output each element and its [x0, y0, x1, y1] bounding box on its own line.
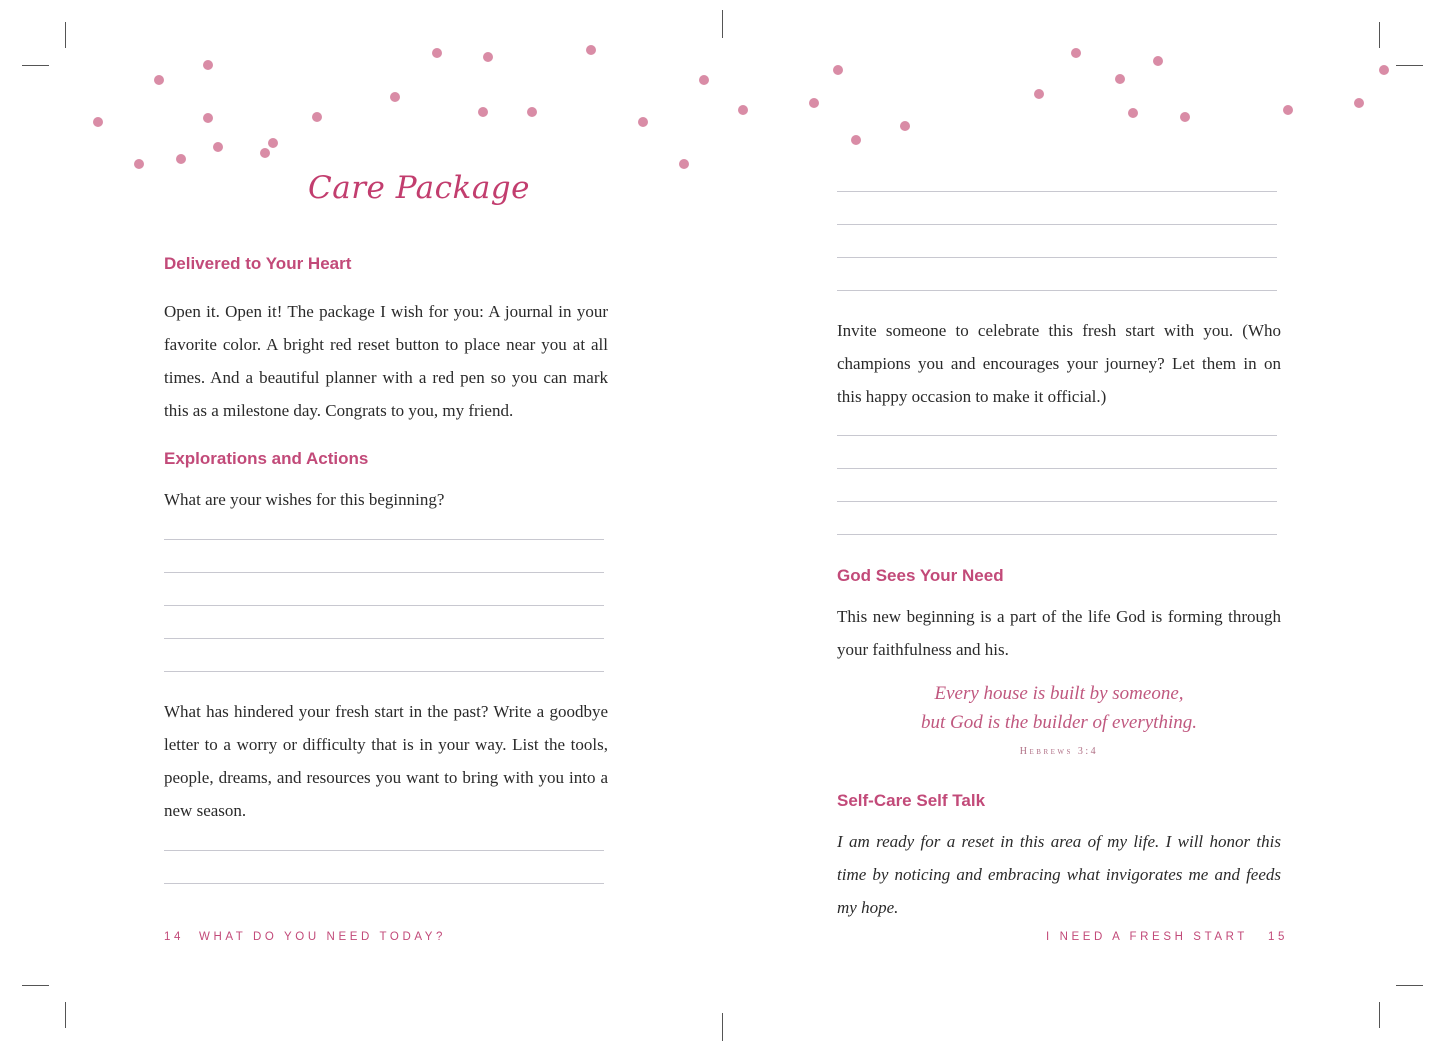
section-heading-god-sees: God Sees Your Need — [837, 566, 1004, 585]
writing-line[interactable] — [164, 883, 604, 884]
writing-line[interactable] — [837, 534, 1277, 535]
writing-line[interactable] — [837, 191, 1277, 192]
crop-mark — [722, 10, 723, 38]
section-heading-delivered: Delivered to Your Heart — [164, 254, 352, 273]
writing-line[interactable] — [164, 572, 604, 573]
confetti-dot — [154, 75, 164, 85]
confetti-dot — [1153, 56, 1163, 66]
confetti-dot — [1354, 98, 1364, 108]
confetti-dot — [203, 60, 213, 70]
confetti-dot — [1283, 105, 1293, 115]
writing-line[interactable] — [164, 850, 604, 851]
confetti-dot — [1128, 108, 1138, 118]
confetti-dot — [900, 121, 910, 131]
writing-line[interactable] — [837, 257, 1277, 258]
scripture-quote-line: but God is the builder of everything. — [921, 712, 1197, 733]
confetti-dot — [638, 117, 648, 127]
confetti-dot — [260, 148, 270, 158]
running-head: I NEED A FRESH START — [1046, 931, 1248, 943]
writing-line[interactable] — [837, 224, 1277, 225]
confetti-dot — [809, 98, 819, 108]
scripture-reference: Hebrews 3:4 — [1019, 746, 1099, 757]
confetti-dot — [699, 75, 709, 85]
crop-mark — [65, 1002, 66, 1028]
body-paragraph: Open it. Open it! The package I wish for you: A journal in your favorite color. A bright red reset button to place near you at all times. And a beautiful planner with a red pen so you can mark this as a milestone day. Congrats to you, my friend. — [164, 302, 608, 420]
confetti-dot — [527, 107, 537, 117]
confetti-dot — [1180, 112, 1190, 122]
crop-mark — [65, 22, 66, 48]
writing-line[interactable] — [837, 435, 1277, 436]
crop-mark — [22, 65, 49, 66]
scripture-quote-line: Every house is built by someone, — [934, 683, 1184, 704]
confetti-dot — [312, 112, 322, 122]
crop-mark — [722, 1013, 723, 1041]
affirmation-text: I am ready for a reset in this area of my life. I will honor this time by noticing and embracing what invigorates me and feeds my hope. — [837, 832, 1281, 917]
writing-line[interactable] — [164, 671, 604, 672]
confetti-dot — [134, 159, 144, 169]
crop-mark — [1379, 1002, 1380, 1028]
confetti-dot — [1071, 48, 1081, 58]
confetti-dot — [93, 117, 103, 127]
confetti-dot — [432, 48, 442, 58]
confetti-dot — [586, 45, 596, 55]
confetti-dot — [213, 142, 223, 152]
page-title: Care Package — [308, 170, 530, 206]
writing-line[interactable] — [837, 290, 1277, 291]
question-prompt: Invite someone to celebrate this fresh start with you. (Who champions you and encourages your journey? Let them in on this happy occasion to make it official.) — [837, 321, 1281, 406]
confetti-dot — [478, 107, 488, 117]
writing-line[interactable] — [164, 539, 604, 540]
crop-mark — [1379, 22, 1380, 48]
question-prompt: What are your wishes for this beginning? — [164, 490, 445, 509]
confetti-dot — [679, 159, 689, 169]
crop-mark — [1396, 985, 1423, 986]
writing-line[interactable] — [837, 501, 1277, 502]
question-prompt: What has hindered your fresh start in the past? Write a goodbye letter to a worry or difficulty that is in your way. List the tools, people, dreams, and resources you want to bring with you into a new season. — [164, 702, 608, 820]
confetti-dot — [483, 52, 493, 62]
body-paragraph: This new beginning is a part of the life God is forming through your faithfulness and his. — [837, 607, 1281, 659]
confetti-dot — [851, 135, 861, 145]
section-heading-self-talk: Self-Care Self Talk — [837, 791, 986, 810]
confetti-dot — [268, 138, 278, 148]
confetti-dot — [1115, 74, 1125, 84]
section-heading-explorations: Explorations and Actions — [164, 449, 369, 468]
writing-line[interactable] — [164, 638, 604, 639]
crop-mark — [22, 985, 49, 986]
confetti-dot — [203, 113, 213, 123]
confetti-dot — [390, 92, 400, 102]
running-head: WHAT DO YOU NEED TODAY? — [199, 931, 447, 943]
confetti-dot — [833, 65, 843, 75]
page-number: 14 — [164, 931, 184, 943]
page-number: 15 — [1268, 931, 1288, 943]
writing-line[interactable] — [837, 468, 1277, 469]
confetti-dot — [176, 154, 186, 164]
confetti-dot — [1034, 89, 1044, 99]
confetti-dot — [1379, 65, 1389, 75]
writing-line[interactable] — [164, 605, 604, 606]
crop-mark — [1396, 65, 1423, 66]
confetti-dot — [738, 105, 748, 115]
